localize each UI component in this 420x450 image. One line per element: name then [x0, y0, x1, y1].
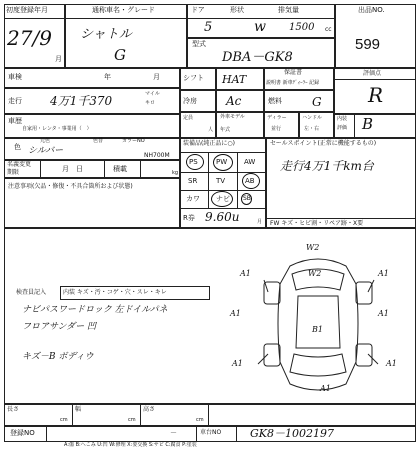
inspection-month-unit: 月 — [153, 73, 160, 81]
cc-unit: cc — [325, 26, 332, 33]
interior-sub: 評価 — [337, 125, 348, 131]
shape-label: 形状 — [230, 6, 244, 14]
door-label: ドア — [191, 6, 205, 14]
equip-grid-v1 — [208, 152, 209, 208]
height-label: 高さ — [143, 406, 156, 413]
inspection-label: 車検 — [8, 73, 22, 81]
shape-value: w — [254, 19, 266, 35]
diagram-mark-w2-top: W2 — [306, 243, 320, 252]
handle-label: ハンドル — [302, 115, 323, 121]
window-label: R券 — [183, 214, 195, 222]
sales-point-bottom-line — [266, 218, 416, 219]
footer-legend: A:傷 B:へこみ U:凹 W:修理 X:要交換 S:サビ C:腐食 P:塗装 — [64, 442, 197, 448]
history-label: 車歴 — [8, 117, 22, 125]
interior-label: 内装 — [337, 116, 348, 122]
sales-point-value: 走行4万1千km台 — [280, 159, 374, 173]
equip-grid-h1 — [180, 152, 266, 153]
shift-value: HAT — [222, 73, 247, 86]
capacity-label: 定員 — [183, 115, 194, 121]
dealer-label: ディラー — [267, 115, 287, 121]
diagram-mark-a1-rear: A1 — [320, 384, 331, 393]
loading-label: 積載 — [113, 165, 127, 173]
warranty-sub: 説明書 新車ﾃﾞｨｰﾗｰ 記録 — [266, 80, 320, 86]
color-orig: 元色 — [40, 138, 51, 144]
equip-aw: AW — [244, 158, 256, 166]
inspector-label: 検査員記入 — [16, 289, 47, 296]
grade-value: G — [114, 46, 126, 64]
mileage-unit-km: キロ — [145, 100, 156, 106]
car-name-value: シャトル — [80, 27, 132, 42]
diagram-mark-a1-rear-left: A1 — [232, 359, 243, 368]
interior-divider — [354, 114, 355, 138]
footer-div3 — [236, 426, 237, 442]
ac-value: Ac — [226, 94, 242, 108]
chassis-label: 車台NO — [200, 429, 222, 436]
entry-no-label: 出品NO. — [358, 6, 385, 14]
car-name-label: 通称車名・グレード — [92, 6, 155, 14]
shift-label: シフト — [183, 74, 204, 82]
score-header: 評価点 — [363, 70, 382, 77]
sales-point-label: セールスポイント(正常に機能するもの) — [270, 140, 377, 147]
import-label: 外車モデル — [220, 114, 245, 120]
car-diagram — [228, 244, 408, 402]
diagram-mark-a1-right: A1 — [378, 309, 389, 318]
name-change-label: 名義変更 — [7, 161, 32, 168]
window-value: 9.60u — [205, 210, 240, 224]
mileage-label: 走行 — [8, 97, 22, 105]
chassis-value: GK8－1002197 — [250, 427, 334, 440]
equip-grid-h4 — [180, 208, 266, 209]
first-reg-month-unit: 月 — [55, 55, 62, 63]
color-cur: 色替 — [93, 138, 104, 144]
score-value: R — [368, 83, 384, 107]
height-cm: cm — [196, 417, 204, 423]
door-value: 5 — [204, 20, 213, 35]
model-label: 型式 — [192, 40, 206, 48]
fuel-value: G — [312, 95, 322, 109]
equip-navi: ナビ — [216, 195, 230, 203]
equip-ab: AB — [245, 177, 255, 185]
equip-pw: PW — [216, 158, 228, 166]
diagram-mark-a1-front-right: A1 — [378, 269, 389, 278]
mileage-value: 4万1千370 — [50, 94, 113, 108]
length-label: 長さ — [7, 406, 20, 413]
window-month: 月 — [257, 219, 263, 225]
deadline-label: 期限 — [7, 169, 20, 176]
ac-label: 冷房 — [183, 97, 197, 105]
year-label: 年式 — [220, 127, 231, 133]
color-code: NH700M — [144, 152, 170, 159]
interior-value: B — [362, 115, 374, 133]
dim-div1 — [72, 404, 73, 426]
sales-point-box — [266, 138, 416, 228]
color-value: シルバー — [28, 146, 64, 156]
note-line-2: フロアサンダー 凹 — [22, 322, 97, 332]
history-sub: 自家用・レンタ・事業用（ ） — [22, 126, 92, 132]
inspection-year-unit: 年 — [104, 73, 111, 81]
handle-value: 左・右 — [304, 126, 320, 132]
inspector-options: 内装 キズ・汚・コゲ・穴・スレ・キレ — [63, 289, 167, 296]
first-reg-value: 27/9 — [7, 26, 52, 50]
name-change-div3 — [140, 160, 141, 178]
reg-no-dash: － — [170, 429, 177, 437]
sales-point-bottom-labels: FW キズ・ヒビ割・リペア跡・X要 — [270, 220, 364, 227]
footer-div2 — [196, 426, 197, 442]
equip-leather: カワ — [186, 195, 200, 203]
color-label: 色 — [14, 143, 21, 151]
name-change-div2 — [104, 160, 105, 178]
notes-label: 注意事項(欠品・修復・不具合箇所および状態) — [8, 183, 133, 190]
displacement-value: 1500 — [289, 22, 315, 33]
equipment-label: 装備品(純正品に○) — [183, 140, 235, 147]
width-label: 幅 — [75, 406, 82, 413]
dealer-sub: 並行 — [271, 126, 282, 132]
model-value: DBA－GK8 — [222, 50, 293, 65]
note-line-1: ナビパスワードロック 左ドイルパネ — [22, 305, 168, 315]
displacement-label: 排気量 — [278, 6, 299, 14]
footer-div1 — [46, 426, 47, 442]
length-cm: cm — [60, 417, 68, 423]
score-divider — [334, 79, 416, 80]
reg-no-label: 登録NO — [10, 429, 35, 437]
equip-sr: SR — [188, 177, 198, 185]
name-change-month-day: 月 日 — [62, 165, 83, 173]
diagram-mark-a1-left: A1 — [230, 309, 241, 318]
diagram-mark-a1-rear-right: A1 — [386, 359, 397, 368]
equip-ps: PS — [189, 158, 198, 166]
capacity-unit: 人 — [208, 127, 214, 133]
equip-sb: SB — [243, 195, 251, 202]
equip-tv: TV — [216, 177, 226, 185]
width-cm: cm — [128, 417, 136, 423]
dim-div2 — [140, 404, 141, 426]
dim-div3 — [208, 404, 209, 426]
diagram-mark-w2-hood: W2 — [308, 269, 322, 278]
name-change-div1 — [40, 160, 41, 178]
mileage-unit-mile: マイル — [145, 91, 160, 97]
diagram-mark-b1-roof: B1 — [312, 325, 323, 334]
diagram-mark-a1-front-left: A1 — [240, 269, 251, 278]
note-line-3: キズ－B ボディウ — [22, 352, 94, 362]
equip-grid-v2 — [237, 152, 238, 208]
loading-kg: kg — [172, 170, 179, 176]
color-no: カラーNO — [122, 138, 145, 144]
entry-no-value: 599 — [355, 36, 381, 53]
first-reg-label: 初度登録年月 — [6, 6, 48, 14]
fuel-label: 燃料 — [268, 97, 282, 105]
warranty-label: 保証書 — [284, 69, 303, 76]
